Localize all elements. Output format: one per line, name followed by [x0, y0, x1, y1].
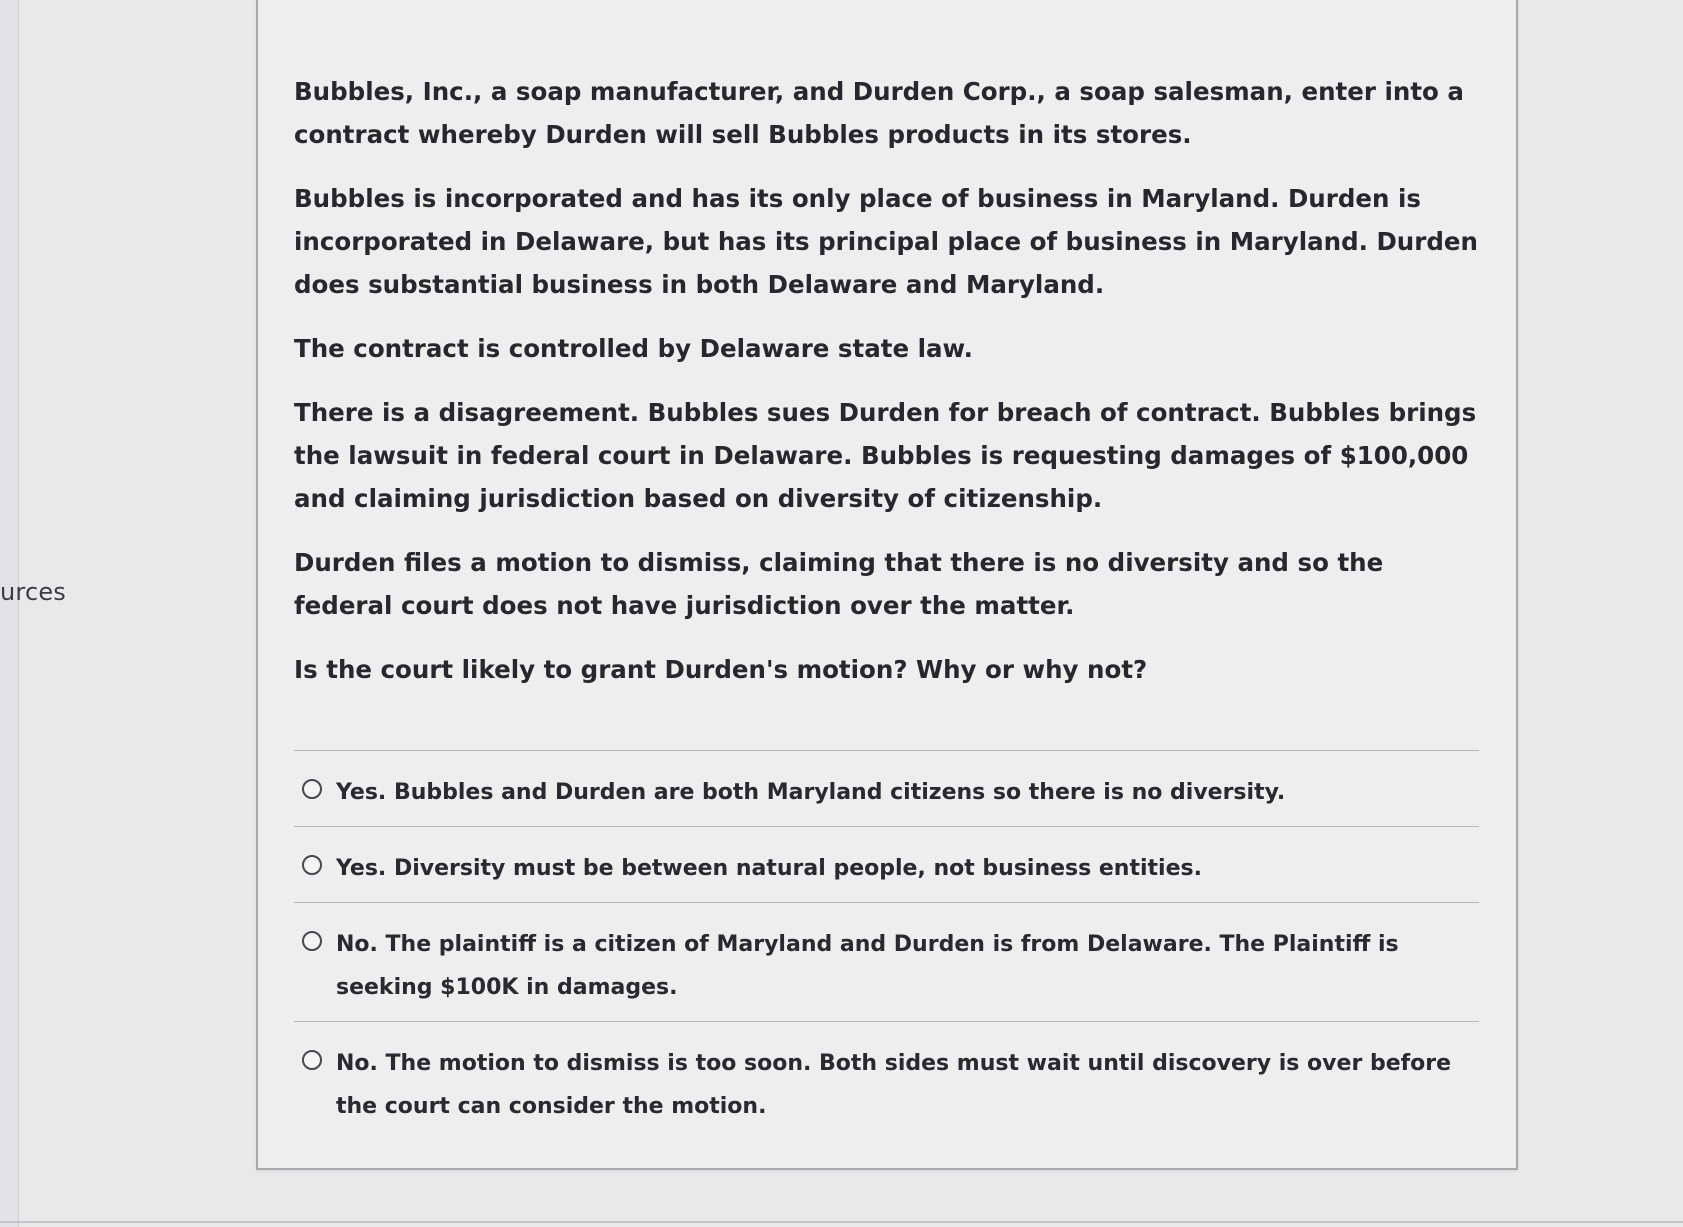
radio-button-icon[interactable] — [302, 1050, 322, 1070]
prompt-paragraph-3: The contract is controlled by Delaware state law. — [294, 334, 973, 363]
answer-options — [294, 750, 1479, 1140]
question-card — [256, 0, 1518, 1170]
prompt-paragraph-4: There is a disagreement. Bubbles sues Durden for breach of contract. Bubbles brings the lawsuit in federal court in Delaware. Bubbles is requesting damages of $100,000 and claiming jurisdiction based on diversity of citizenship. — [294, 398, 1477, 513]
answer-option-label: No. The plaintiff is a citizen of Maryland and Durden is from Delaware. The Plaintiff is seeking $100K in damages. — [336, 932, 1399, 1000]
radio-button-icon[interactable] — [302, 931, 322, 951]
answer-option-4[interactable] — [294, 1021, 1479, 1140]
prompt-paragraph-5: Durden files a motion to dismiss, claiming that there is no diversity and so the federal court does not have jurisdiction over the matter. — [294, 548, 1384, 620]
bottom-divider — [0, 1221, 1683, 1223]
answer-option-1[interactable] — [294, 750, 1479, 826]
answer-option-label: No. The motion to dismiss is too soon. Both sides must wait until discovery is over before the court can consider the motion. — [336, 1051, 1452, 1119]
answer-option-3[interactable] — [294, 902, 1479, 1021]
left-panel-edge — [0, 0, 19, 1227]
prompt-paragraph-2: Bubbles is incorporated and has its only place of business in Maryland. Durden is incorporated in Delaware, but has its principal place of business in Maryland. Durden does substantial business in both Delaware and Maryland. — [294, 184, 1478, 299]
radio-button-icon[interactable] — [302, 779, 322, 799]
answer-option-2[interactable] — [294, 826, 1479, 902]
question-text: Is the court likely to grant Durden's motion? Why or why not? — [294, 655, 1148, 684]
radio-button-icon[interactable] — [302, 855, 322, 875]
answer-option-label: Yes. Diversity must be between natural people, not business entities. — [336, 856, 1202, 881]
answer-option-label: Yes. Bubbles and Durden are both Maryland citizens so there is no diversity. — [336, 780, 1286, 805]
question-prompt — [294, 70, 1484, 712]
sidebar-resources-label[interactable]: urces — [0, 578, 67, 606]
prompt-paragraph-1: Bubbles, Inc., a soap manufacturer, and Durden Corp., a soap salesman, enter into a contract whereby Durden will sell Bubbles products in its stores. — [294, 77, 1464, 149]
